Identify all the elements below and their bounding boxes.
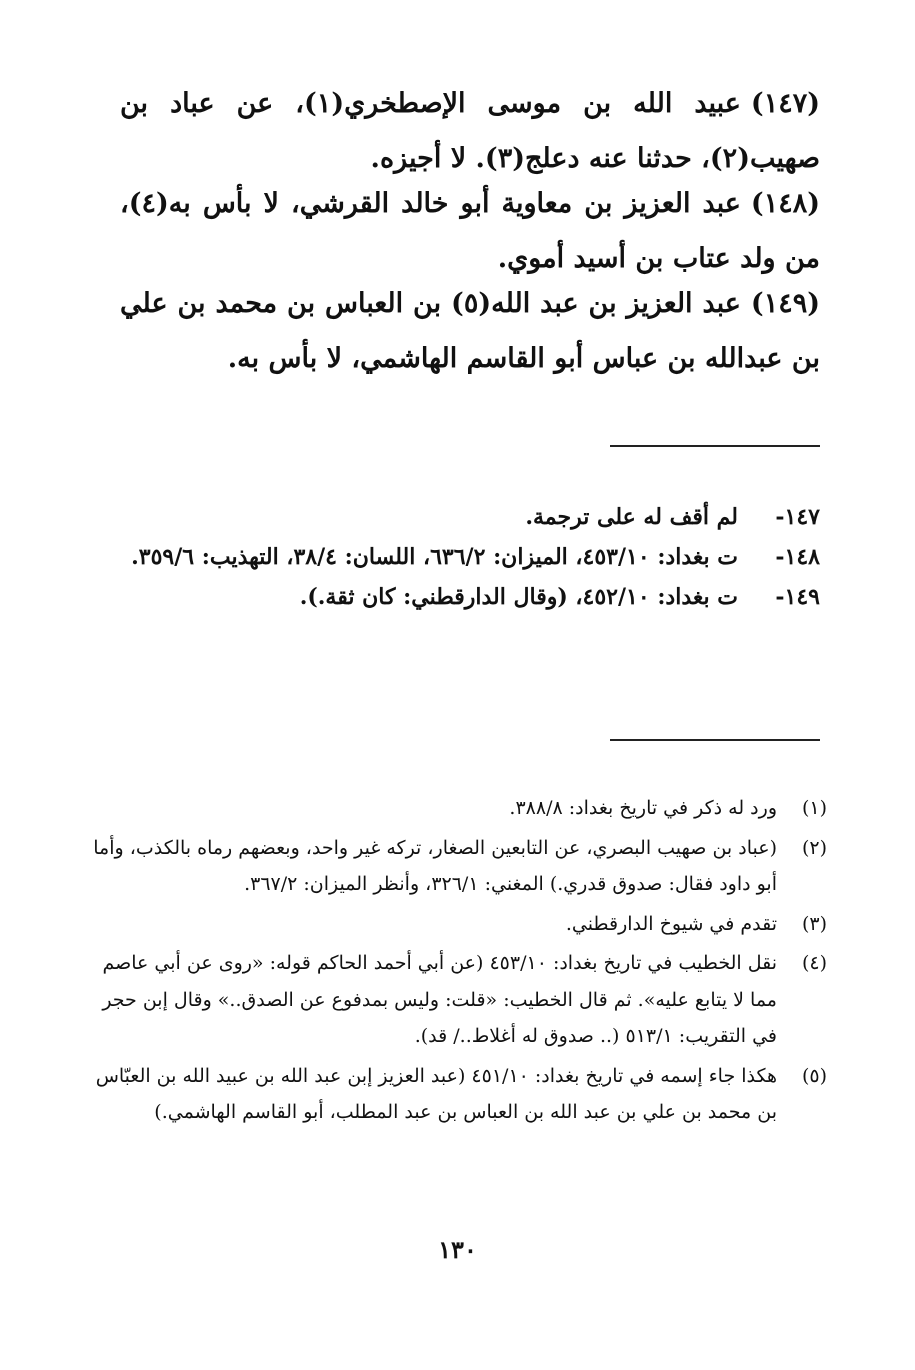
footnote-separator-rule <box>610 739 820 741</box>
entry-149 <box>120 276 820 386</box>
entry-number: (١٤٧) <box>750 88 820 119</box>
footnote-2 <box>87 830 827 903</box>
references-section <box>85 497 820 617</box>
entry-147 <box>120 76 820 186</box>
page-number: ١٣٠ <box>438 1235 477 1264</box>
footnote-text: ورد له ذكر في تاريخ بغداد: ٣٨٨/٨. <box>509 797 777 819</box>
footnote-number: (٢) <box>801 836 827 859</box>
reference-number: ١٤٧- <box>775 504 820 530</box>
entry-text: عبيد الله بن موسى الإصطخري(١)، عن عباد بن صهيب(٢)، حدثنا عنه دعلج(٣). لا أجيزه. <box>120 88 820 174</box>
reference-number: ١٤٩- <box>775 584 820 610</box>
reference-text: لم أقف له على ترجمة. <box>525 504 738 530</box>
reference-text: ت بغداد: ٤٥٣/١٠، الميزان: ٦٣٦/٢، اللسان: ٣٨/٤، التهذيب: ٣٥٩/٦. <box>131 544 738 570</box>
footnote-number: (٤) <box>801 952 827 974</box>
footnote-1 <box>87 790 827 827</box>
footnote-4 <box>87 945 827 1055</box>
footnote-number: (٣) <box>801 912 827 935</box>
entry-text: عبد العزيز بن معاوية أبو خالد القرشي، لا بأس به(٤)، من ولد عتاب بن أسيد أموي. <box>120 188 820 274</box>
footnote-3 <box>87 906 827 943</box>
footnote-5 <box>87 1058 827 1131</box>
reference-number: ١٤٨- <box>775 544 820 570</box>
entry-number: (١٤٩) <box>750 288 820 319</box>
footnote-text: هكذا جاء إسمه في تاريخ بغداد: ٤٥١/١٠ (عبد العزيز إبن عبد الله بن عبيد الله بن العبّاس بن محمد بن علي بن عبد الله بن العباس بن عبد المطلب، أبو القاسم الهاشمي.) <box>95 1064 777 1123</box>
footnotes-section <box>87 790 827 1134</box>
footnote-number: (١) <box>801 797 827 819</box>
entry-148 <box>120 176 820 286</box>
separator-rule <box>610 445 820 447</box>
footnote-number: (٥) <box>801 1064 827 1087</box>
reference-149 <box>85 577 820 617</box>
reference-148 <box>85 537 820 577</box>
footnote-text: (عباد بن صهيب البصري، عن التابعين الصغار، تركه غير واحد، وبعضهم رماه بالكذب، وأما أبو داود فقال: صدوق قدري.) المغني: ٣٢٦/١، وأنظر الميزان: ٣٦٧/٢. <box>93 836 777 895</box>
footnote-text: نقل الخطيب في تاريخ بغداد: ٤٥٣/١٠ (عن أبي أحمد الحاكم قوله: «روى عن أبي عاصم مما لا يتابع عليه». ثم قال الخطيب: «قلت: وليس بمدفوع عن الصدق..» وقال إبن حجر في التقريب: ٥١٣/١ (.. صدوق له أغلاط../ قد). <box>102 952 777 1047</box>
entry-number: (١٤٨) <box>750 188 820 219</box>
entry-text: عبد العزيز بن عبد الله(٥) بن العباس بن محمد بن علي بن عبدالله بن عباس أبو القاسم الهاشمي، لا بأس به. <box>120 288 820 374</box>
reference-text: ت بغداد: ٤٥٢/١٠، (وقال الدارقطني: كان ثقة.). <box>299 584 738 610</box>
footnote-text: تقدم في شيوخ الدارقطني. <box>565 912 777 935</box>
reference-147 <box>85 497 820 537</box>
